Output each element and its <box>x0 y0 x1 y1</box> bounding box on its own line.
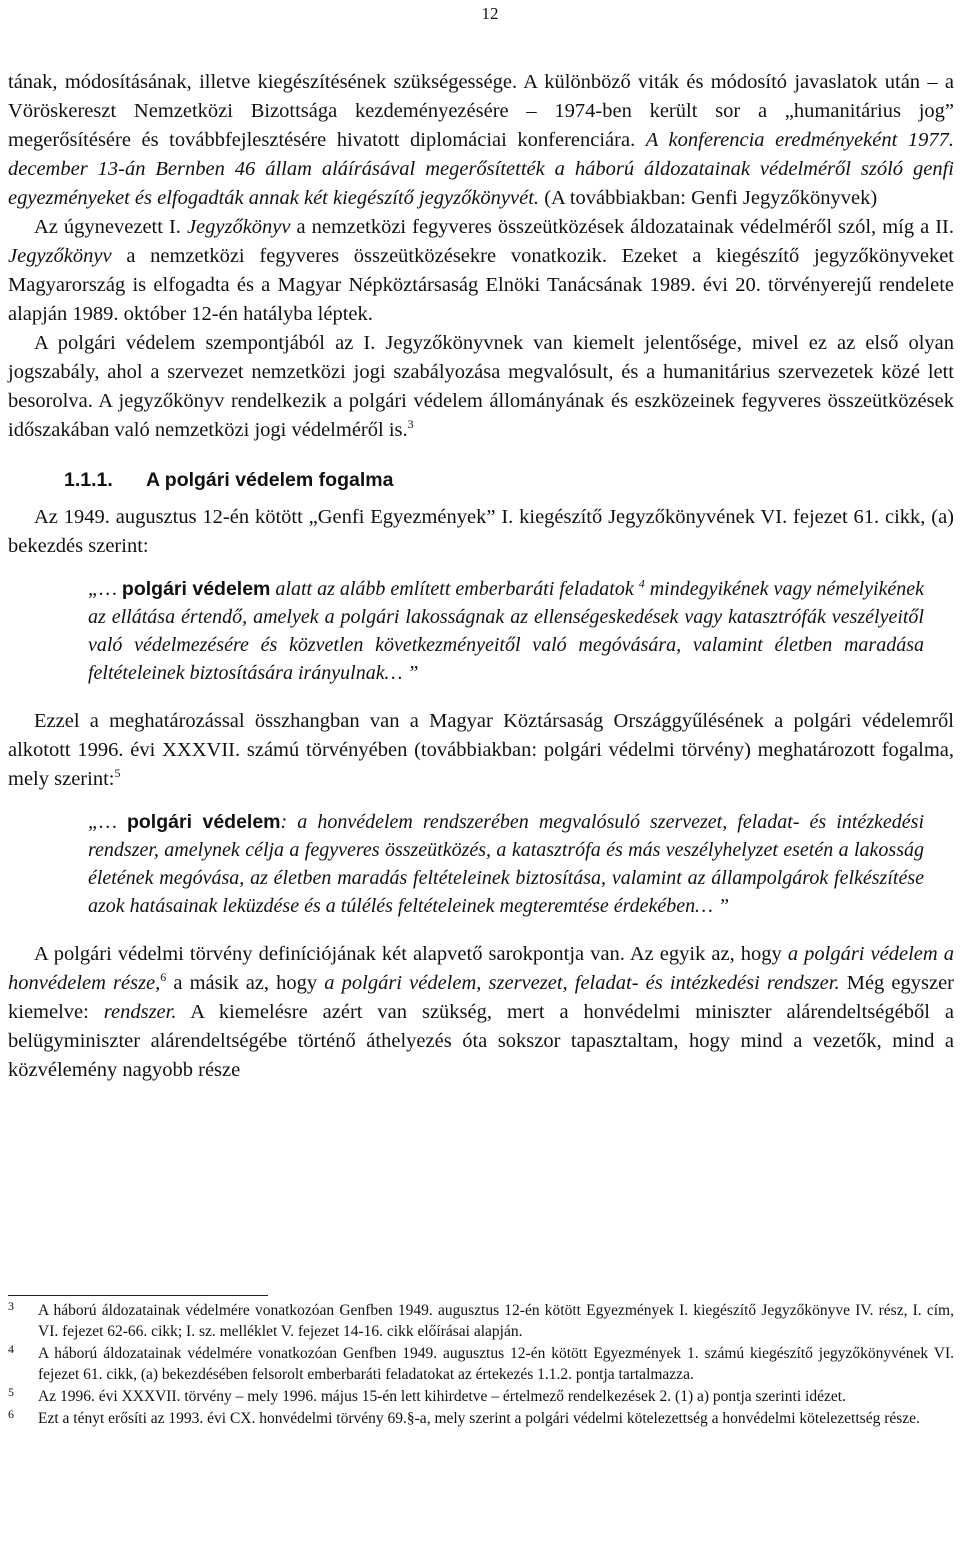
section-heading <box>8 465 954 495</box>
italic-text: Jegyzőkönyv <box>186 216 291 238</box>
footnote-ref[interactable]: 5 <box>114 766 121 781</box>
paragraph-text: A kiemelésre azért van szükség, mert a honvédelmi miniszter alárendeltségéből a belügyminiszter alárendeltségébe történő áthelyezés óta sokszor tapasztaltam, hogy mind a vezetők, mind a közvélemény nagyobb része <box>8 1001 954 1081</box>
paragraph-text: Az 1949. augusztus 12-én kötött „Genfi Egyezmények” I. kiegészítő Jegyzőkönyvének VI. fejezet 61. cikk, (a) bekezdés szerint: <box>8 506 954 557</box>
italic-text: Jegyzőkönyv <box>8 245 112 267</box>
paragraph-text: Még egyszer kiemelve: <box>8 972 955 1023</box>
paragraph-text: A polgári védelmi törvény definíciójának két alapvető sarokpontja van. Az egyik az, hogy <box>34 943 788 965</box>
paragraph-text: (A továbbiakban: Genfi Jegyzőkönyvek) <box>539 187 878 209</box>
italic-text: rendszer. <box>103 1001 177 1023</box>
paragraph-hungarian-law <box>8 707 954 794</box>
page-number: 12 <box>481 4 499 23</box>
footnote-text: Ezt a tényt erősíti az 1993. évi CX. honvédelmi törvény 69.§-a, mely szerint a polgári védelmi kötelezettség a honvédelmi kötelezettség része. <box>38 1410 920 1427</box>
paragraph-text: A polgári védelem szempontjából az I. Jegyzőkönyvnek van kiemelt jelentősége, mivel ez az első olyan jogszabály, ahol a szervezet nemzetközi jogi szabályozása megvalósult, és a humanitárius szervezetek közé lett besorolva. A jegyzőkönyv rendelkezik a polgári védelem állományának és eszközeinek fegyveres összeütközések időszakában való nemzetközi jogi védelméről is. <box>8 332 954 441</box>
section-title: A polgári védelem fogalma <box>146 469 394 491</box>
paragraph-text: a nemzetközi fegyveres összeütközésekre vonatkozik. Ezeket a kiegészítő jegyzőkönyveket Magyarország is elfogadta és a Magyar Népköztársaság Elnöki Tanácsának 1989. évi 20. törvényerejű rendelete alapján 1989. október 12-én hatályba léptek. <box>8 245 954 325</box>
footnote <box>8 1343 954 1385</box>
paragraph-geneva-citation <box>8 503 954 561</box>
quote-keyword: polgári védelem <box>121 578 271 600</box>
italic-text: a polgári védelem a honvédelem része, <box>8 943 955 994</box>
quote-text: alatt az alább említett emberbaráti feladatok <box>270 578 639 600</box>
footnote-ref[interactable]: 3 <box>407 417 414 432</box>
paragraph-cornerstones <box>8 940 954 1085</box>
footnote-mark: 4 <box>8 1342 14 1356</box>
footnote-mark: 3 <box>8 1299 14 1313</box>
footnotes <box>8 1300 954 1430</box>
paragraph-significance <box>8 329 954 445</box>
paragraph-protocols <box>8 213 954 329</box>
quote-open: „… <box>88 578 122 600</box>
quote-geneva-definition <box>88 575 924 687</box>
italic-text: A konferencia eredményeként 1977. december 13-án Bernben 46 állam aláírásával megerősítették a háború áldozatainak védelméről szóló genfi egyezményeket és elfogadták annak két kiegészítő jegyzőkönyvét. <box>8 129 954 209</box>
quote-open: „… <box>88 811 127 833</box>
quote-text: : a honvédelem rendszerében megvalósuló szervezet, feladat- és intézkedési rendszer, amelynek célja a fegyveres összeütközés, a katasztrófa és más veszélyhelyzet esetén a lakosság életének megóvása, az életben maradás feltételeinek biztosítása, valamint az állampolgárok felkészítése azok hatásainak leküzdése és a túlélés feltételeinek megteremtése érdekében… ” <box>88 811 925 917</box>
footnote <box>8 1300 954 1342</box>
paragraph-text: a másik az, hogy <box>166 972 325 994</box>
footnote-text: A háború áldozatainak védelmére vonatkozóan Genfben 1949. augusztus 12-én kötött Egyezmények 1. számú kiegészítő jegyzőkönyvének VI. fejezet 61. cikk, (a) bekezdésében felsorolt emberbaráti feladatokat az értekezés 1.1.2. pontja tartalmazza. <box>38 1345 954 1383</box>
footnote-mark: 5 <box>8 1385 14 1399</box>
paragraph-text: Ezzel a meghatározással összhangban van a Magyar Köztársaság Országgyűlésének a polgári védelemről alkotott 1996. évi XXXVII. számú törvényében (továbbiakban: polgári védelmi törvény) meghatározott fogalma, mely szerint: <box>8 710 954 790</box>
section-number: 1.1.1. <box>64 469 113 491</box>
paragraph-text: Az úgynevezett I. <box>34 216 187 238</box>
footnote <box>8 1386 954 1407</box>
footnote-mark: 6 <box>8 1407 14 1421</box>
quote-law-definition <box>88 808 924 920</box>
paragraph-text: a nemzetközi fegyveres összeütközések áldozatainak védelméről szól, míg a II. <box>290 216 954 238</box>
footnote-separator <box>8 1295 268 1296</box>
footnote-ref[interactable]: 6 <box>160 970 167 985</box>
italic-text: a polgári védelem, szervezet, feladat- és intézkedési rendszer. <box>324 972 840 994</box>
footnote-ref[interactable]: 4 <box>638 576 645 591</box>
quote-keyword: polgári védelem <box>126 811 281 833</box>
paragraph-text: tának, módosításának, illetve kiegészítésének szükségessége. A különböző viták és módosító javaslatok után – a Vöröskereszt Nemzetközi Bizottsága kezdeményezésére – 1974-ben került sor a „humanitárius jog” megerősítésére és továbbfejlesztésére hivatott diplomáciai konferenciára. <box>8 71 954 151</box>
body-text <box>8 68 954 1085</box>
quote-text: mindegyikének vagy némelyikének az ellátása értendő, amelyek a polgári lakosságnak az ellenségeskedések vagy katasztrófák veszélyeitől való védelmezésére és közvetlen következményeitől való megóvására, valamint életben maradása feltételeinek biztosítására irányulnak… ” <box>88 578 925 684</box>
footnote-text: A háború áldozatainak védelmére vonatkozóan Genfben 1949. augusztus 12-én kötött Egyezmények I. kiegészítő Jegyzőkönyve IV. rész, I. cím, VI. fejezet 62-66. cikk; I. sz. melléklet V. fejezet 14-16. cikk előírásai alapján. <box>38 1302 954 1340</box>
footnote-text: Az 1996. évi XXXVII. törvény – mely 1996. május 15-én lett kihirdetve – értelmező rendelkezések 2. (1) a) pontja szerinti idézet. <box>38 1388 846 1405</box>
footnote <box>8 1408 954 1429</box>
paragraph-genf-conference <box>8 68 954 213</box>
